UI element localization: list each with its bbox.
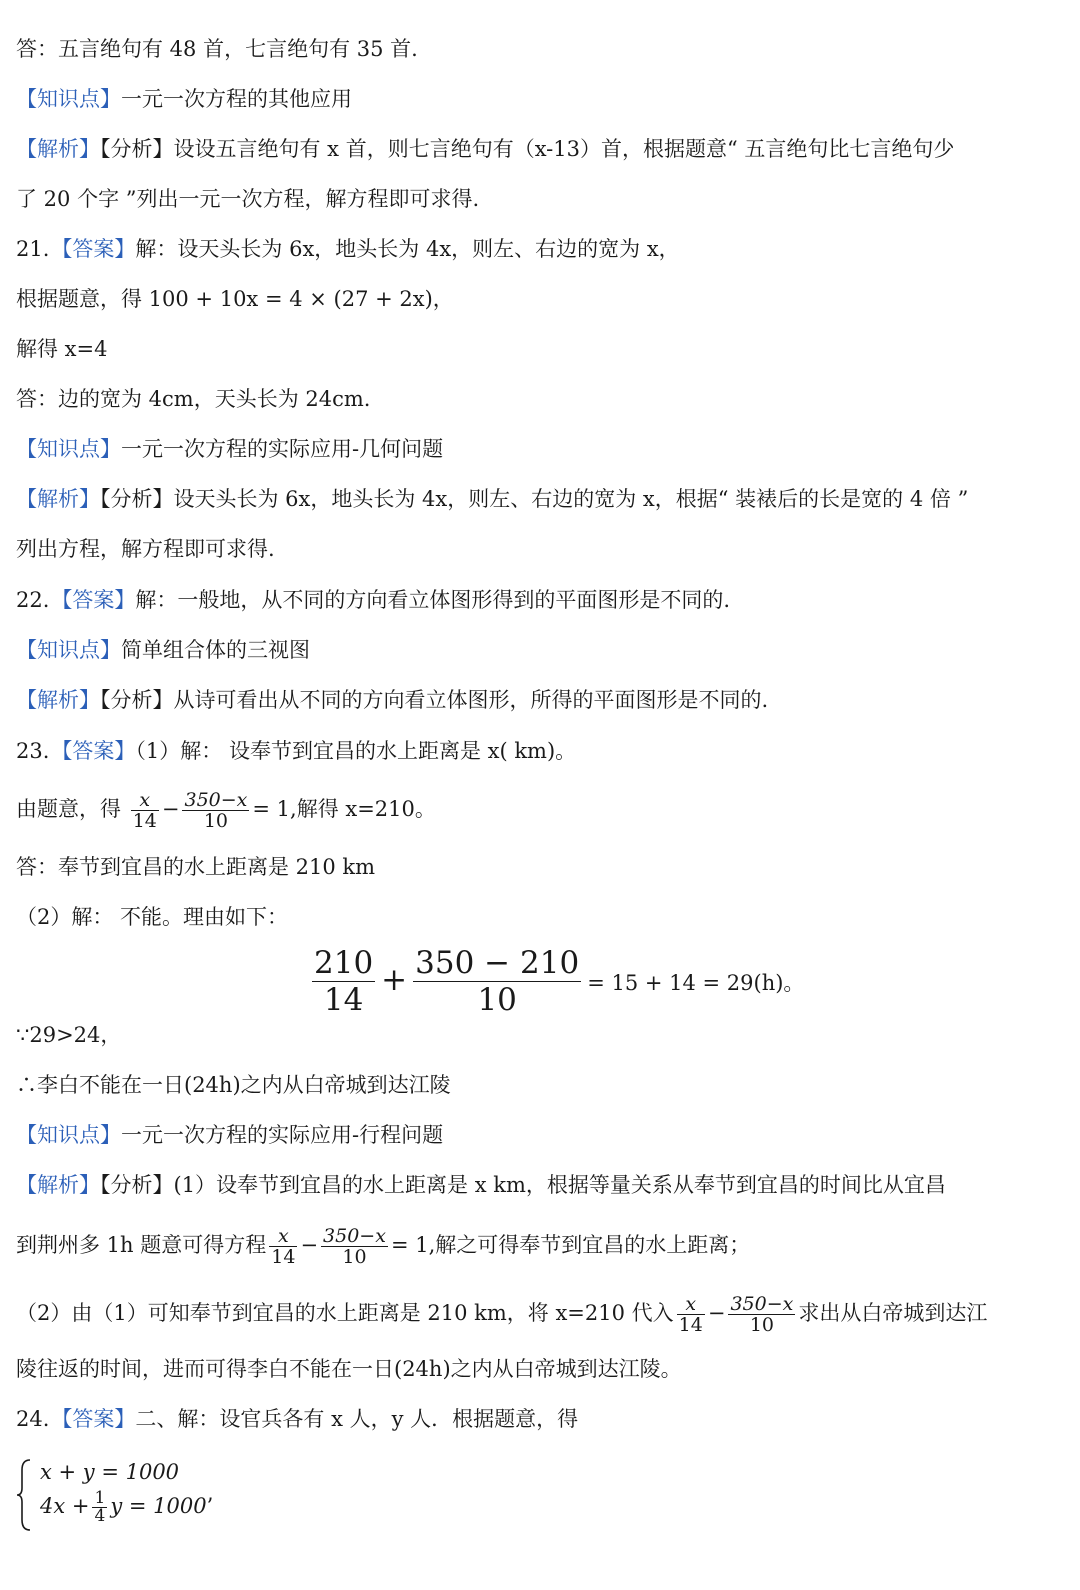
analysis-q23: 【解析】【分析】(1）设奉节到宜昌的水上距离是 x km，根据等量关系从奉节到宜昌的时间比从宜昌: [16, 1173, 946, 1197]
analysis-tag: 【解析】: [16, 1173, 100, 1197]
fraction-350x-10: $\frac{350-x}{10}$: [730, 1293, 794, 1336]
knowledge-tag: 【知识点】: [16, 1123, 121, 1147]
fraction-210-14: $\frac{210}{14}$: [314, 945, 374, 1018]
knowledge-tag: 【知识点】: [16, 437, 121, 461]
conclusion-q21: 答：边的宽为 4cm，天头长为 24cm.: [16, 387, 371, 411]
equation-q23: 由题意，得 $\frac{x}{14}$ − $\frac{350-x}{10}$ = 1,解得 x=210。: [16, 789, 436, 832]
answer-tag: 【答案】: [51, 237, 136, 261]
analysis-q21-cont: 列出方程，解方程即可求得.: [16, 537, 275, 561]
answer-tag: 【答案】: [51, 588, 136, 612]
answer-q20: 答：五言绝句有 48 首，七言绝句有 35 首.: [16, 37, 418, 61]
knowledge-point-q23: 【知识点】一元一次方程的实际应用-行程问题: [16, 1123, 444, 1147]
analysis-q20: 【解析】【分析】设设五言绝句有 x 首，则七言绝句有（x-13）首，根据题意“ 五言绝句比七言绝句少: [16, 137, 955, 161]
time-calculation: $\frac{210}{14}$ + $\frac{350 - 210}{10}$ = 15 + 14 = 29(h)。: [314, 945, 805, 1018]
answer-tag: 【答案】: [51, 739, 136, 763]
knowledge-tag: 【知识点】: [16, 638, 121, 662]
fraction-x-14: $\frac{x}{14}$: [132, 789, 157, 832]
fraction-x-14: $\frac{x}{14}$: [678, 1293, 703, 1336]
analysis-tag: 【解析】: [16, 137, 100, 161]
analysis-tag: 【解析】: [16, 688, 100, 712]
analysis-tag: 【解析】: [16, 487, 100, 511]
analysis-q23-part2-cont: 陵往返的时间，进而可得李白不能在一日(24h)之内从白帝城到达江陵。: [16, 1357, 682, 1381]
knowledge-point-q20: 【知识点】一元一次方程的其他应用: [16, 87, 352, 111]
therefore-statement: ∴李白不能在一日(24h)之内从白帝城到达江陵: [16, 1073, 451, 1097]
analysis-q22: 【解析】【分析】从诗可看出从不同的方向看立体图形，所得的平面图形是不同的.: [16, 688, 769, 712]
analysis-q21: 【解析】【分析】设天头长为 6x，地头长为 4x，则左、右边的宽为 x，根据“ 装裱后的长是宽的 4 倍 ”: [16, 487, 969, 511]
equation-system: [16, 1458, 316, 1538]
part2-q23: （2）解： 不能。理由如下：: [16, 905, 289, 929]
solution-q21: 解得 x=4: [16, 337, 108, 361]
answer-tag: 【答案】: [51, 1407, 136, 1431]
answer-q23: 23.【答案】（1）解： 设奉节到宜昌的水上距离是 x( km)。: [16, 739, 577, 763]
knowledge-point-q22: 【知识点】简单组合体的三视图: [16, 638, 310, 662]
knowledge-point-q21: 【知识点】一元一次方程的实际应用-几何问题: [16, 437, 444, 461]
conclusion-q23-1: 答：奉节到宜昌的水上距离是 210 km: [16, 855, 376, 879]
equation-q21: 根据题意，得 100 + 10x = 4 × (27 + 2x)，: [16, 287, 454, 311]
answer-q21: 21.【答案】解：设天头长为 6x，地头长为 4x，则左、右边的宽为 x，: [16, 237, 680, 261]
analysis-q23-cont: 到荆州多 1h 题意可得方程 $\frac{x}{14}$ − $\frac{350-x}{10}$ = 1,解之可得奉节到宜昌的水上距离；: [16, 1225, 751, 1268]
fraction-140-10: $\frac{350 - 210}{10}$: [415, 945, 580, 1018]
fraction-350x-10: $\frac{350-x}{10}$: [323, 1225, 386, 1268]
equation-row-1: x + y = 1000: [40, 1460, 180, 1484]
analysis-q20-cont: 了 20 个字 ”列出一元一次方程，解方程即可求得.: [16, 187, 480, 211]
answer-q22: 22.【答案】解：一般地，从不同的方向看立体图形得到的平面图形是不同的.: [16, 588, 731, 612]
left-brace: [16, 1458, 32, 1532]
equation-row-2: 4x + $\frac{1}{4}$ y = 1000’: [40, 1488, 214, 1526]
knowledge-tag: 【知识点】: [16, 87, 121, 111]
fraction-x-14: $\frac{x}{14}$: [271, 1225, 296, 1268]
fraction-1-4: $\frac{1}{4}$: [94, 1488, 106, 1526]
because-statement: ∵29>24，: [16, 1023, 122, 1047]
fraction-350x-10: $\frac{350-x}{10}$: [184, 789, 248, 832]
answer-q24: 24.【答案】二、解：设官兵各有 x 人，y 人．根据题意，得: [16, 1407, 579, 1431]
analysis-q23-part2: （2）由（1）可知奉节到宜昌的水上距离是 210 km，将 x=210 代入 $\frac{x}{14}$ − $\frac{350-x}{10}$ 求出从白帝城到达江: [16, 1293, 988, 1336]
